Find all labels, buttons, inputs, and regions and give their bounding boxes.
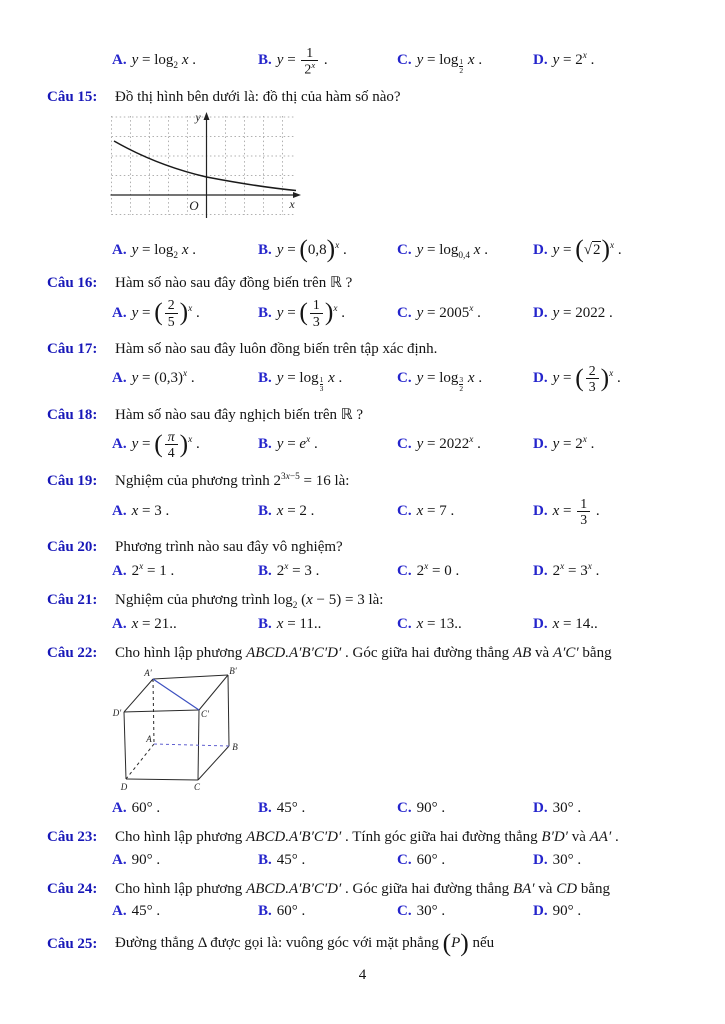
- function-curve: [114, 141, 296, 191]
- option-d: [533, 435, 725, 453]
- axes: [111, 116, 297, 218]
- option-a: [112, 52, 258, 71]
- option-d: [533, 363, 725, 394]
- question-heading: [0, 340, 725, 360]
- option-letter: B.: [258, 615, 272, 632]
- options-row: [112, 495, 725, 528]
- vertex-label-c-prime: C′: [201, 709, 209, 720]
- options-row: [112, 296, 725, 329]
- vertex-label-a: A: [146, 734, 152, 745]
- question-label: Câu 20:: [47, 539, 98, 556]
- question-text: Đồ thị hình bên dưới là: đồ thị của hàm số nào?: [115, 88, 401, 105]
- option-formula: $y = (0,8)^x$ .: [276, 233, 347, 263]
- option-letter: D.: [533, 615, 548, 632]
- option-formula: $y = \log_2 x$ .: [131, 52, 196, 72]
- question-block-19: [0, 471, 725, 528]
- option-c: [397, 242, 533, 261]
- option-formula: x = 13..: [416, 615, 462, 632]
- vertex-label-a-prime: A′: [144, 668, 152, 679]
- question-text: Hàm số nào sau đây luôn đồng biến trên tập xác định.: [115, 340, 438, 357]
- option-letter: C.: [397, 436, 412, 453]
- option-formula: x = $\frac{1}{3}$ .: [552, 495, 600, 528]
- option-formula: $y = 2^x$ .: [552, 51, 595, 69]
- question-block-25: [0, 927, 725, 957]
- option-d: [533, 305, 725, 322]
- option-formula: $2^x = 3^x$ .: [552, 561, 600, 579]
- option-formula: $y = 2022^x$ .: [416, 435, 481, 453]
- option-a: [112, 562, 258, 580]
- options-row: [112, 851, 725, 870]
- option-letter: C.: [397, 52, 412, 69]
- option-letter: D.: [533, 800, 548, 817]
- option-letter: C.: [397, 304, 412, 321]
- option-formula: x = 21..: [131, 615, 177, 632]
- question-block-24: [0, 880, 725, 922]
- vertex-label-d-prime: D′: [112, 708, 122, 719]
- option-letter: A.: [112, 562, 127, 579]
- vertex-label-b-prime: B′: [229, 666, 237, 677]
- option-c: [397, 562, 533, 580]
- option-a: [112, 429, 258, 460]
- question-heading: [0, 274, 725, 294]
- option-letter: B.: [258, 851, 272, 868]
- option-letter: A.: [112, 851, 127, 868]
- option-formula: y = ( $\frac{1}{3}$ )$^x$ .: [276, 296, 345, 329]
- question-text: Hàm số nào sau đây đồng biến trên ℝ ?: [115, 274, 353, 291]
- option-b: [258, 616, 397, 633]
- option-formula: 45° .: [131, 903, 161, 920]
- option-letter: A.: [112, 370, 127, 387]
- vertex-label-c: C: [193, 782, 201, 793]
- question-label: Câu 23:: [47, 829, 98, 846]
- option-formula: $2^x = 1$ .: [131, 561, 175, 579]
- option-b: [258, 852, 397, 869]
- option-b: [258, 503, 397, 520]
- option-letter: A.: [112, 52, 127, 69]
- option-letter: D.: [533, 562, 548, 579]
- option-formula: y = log $_{\frac{1}{3}}$ x .: [276, 370, 343, 394]
- option-b: [258, 903, 397, 920]
- option-c: [397, 616, 533, 633]
- option-letter: C.: [397, 370, 412, 387]
- option-letter: B.: [258, 241, 272, 258]
- options-row: [112, 44, 725, 78]
- question-text: Đường thẳng Δ được gọi là: vuông góc với mặt phẳng (P) nếu: [115, 927, 495, 957]
- option-letter: A.: [112, 436, 127, 453]
- question-block-20: [0, 538, 725, 581]
- option-d: [533, 496, 725, 527]
- option-formula: x = 2 .: [276, 503, 315, 520]
- option-c: [397, 370, 533, 393]
- question-label: Câu 25:: [47, 935, 98, 952]
- option-d: [533, 852, 725, 869]
- question-text: Cho hình lập phương ABCD.A′B′C′D′ . Góc giữa hai đường thẳng BA′ và CD bằng: [115, 880, 610, 897]
- option-formula: 90° .: [552, 903, 582, 920]
- option-formula: y = $\frac{1}{2^x}$ .: [276, 45, 328, 77]
- cube-edges-solid: [124, 675, 229, 780]
- option-b: [258, 45, 397, 77]
- option-formula: $y = 2005^x$ .: [416, 303, 481, 321]
- options-row: [112, 428, 725, 461]
- question-block-15: [0, 88, 725, 264]
- page-number: 4: [358, 966, 367, 983]
- hidden-edge-ab: [154, 744, 229, 746]
- option-formula: x = 3 .: [131, 503, 170, 520]
- option-letter: C.: [397, 903, 412, 920]
- question-text: Nghiệm của phương trình $2^{3x-5} = 16$ là:: [115, 472, 350, 490]
- option-formula: 45° .: [276, 800, 306, 817]
- vertex-label-b: B: [232, 742, 238, 753]
- option-letter: B.: [258, 304, 272, 321]
- option-d: [533, 51, 725, 69]
- question-block-18: [0, 406, 725, 462]
- option-formula: $2^x = 3$ .: [276, 561, 320, 579]
- question-label: Câu 24:: [47, 880, 98, 897]
- option-d: [533, 233, 725, 263]
- question-heading: [0, 471, 725, 492]
- option-formula: $y = (√2)^x$ .: [552, 233, 622, 263]
- option-formula: 60° .: [276, 903, 306, 920]
- option-formula: $y = \log_{0,4} x$ .: [416, 241, 488, 261]
- option-letter: D.: [533, 851, 548, 868]
- option-formula: x = 14..: [552, 615, 598, 632]
- question-text: Cho hình lập phương ABCD.A′B′C′D′ . Góc giữa hai đường thẳng AB và A′C′ bằng: [115, 644, 612, 661]
- question-text: Nghiệm của phương trình $\log_2 (x - 5) = 3$ là:: [115, 591, 384, 611]
- question-block-21: [0, 591, 725, 634]
- option-letter: D.: [533, 436, 548, 453]
- cube-figure: [112, 666, 725, 799]
- option-letter: C.: [397, 615, 412, 632]
- option-formula: 60° .: [131, 800, 161, 817]
- diagonal-a-prime-c-prime: [153, 679, 199, 710]
- option-formula: $y = e^x$ .: [276, 435, 318, 453]
- options-row: [112, 362, 725, 395]
- option-a: [112, 297, 258, 328]
- option-c: [397, 435, 533, 453]
- vertex-label-d: D: [120, 782, 128, 793]
- option-formula: 30° .: [416, 903, 446, 920]
- question-block-16: [0, 274, 725, 330]
- option-formula: 30° .: [552, 851, 582, 868]
- question-heading: [0, 644, 725, 664]
- question-list: [0, 44, 725, 957]
- option-letter: C.: [397, 241, 412, 258]
- question-heading: [0, 591, 725, 612]
- option-formula: $y = (0,3)^x$ .: [131, 369, 195, 387]
- option-d: [533, 616, 725, 633]
- grid-lines: [112, 116, 297, 215]
- origin-label: O: [189, 198, 199, 214]
- option-a: [112, 852, 258, 869]
- question-block-23: [0, 828, 725, 870]
- question-text: Cho hình lập phương ABCD.A′B′C′D′ . Tính góc giữa hai đường thẳng B′D′ và AA′ .: [115, 829, 619, 846]
- option-c: [397, 503, 533, 520]
- option-formula: $2^x = 0$ .: [416, 561, 460, 579]
- option-letter: C.: [397, 851, 412, 868]
- option-formula: y = log $_{\frac{1}{2}}$ x .: [416, 52, 483, 76]
- question-block-17: [0, 340, 725, 396]
- cube-svg: [112, 666, 252, 794]
- option-letter: A.: [112, 615, 127, 632]
- option-a: [112, 616, 258, 633]
- question-heading: [0, 406, 725, 426]
- option-c: [397, 903, 533, 920]
- y-axis-arrow: [204, 112, 210, 120]
- orphan-options-row: [0, 44, 725, 78]
- option-letter: C.: [397, 800, 412, 817]
- option-letter: A.: [112, 903, 127, 920]
- option-letter: B.: [258, 903, 272, 920]
- question-heading: [0, 927, 725, 957]
- question-label: Câu 15:: [47, 88, 98, 105]
- options-row: [112, 233, 725, 264]
- option-letter: B.: [258, 436, 272, 453]
- option-formula: $y = 2^x$ .: [552, 435, 595, 453]
- question-label: Câu 16:: [47, 274, 98, 291]
- option-formula: y = ( $\frac{2}{5}$ )$^x$ .: [131, 296, 200, 329]
- option-b: [258, 297, 397, 328]
- question-label: Câu 19:: [47, 473, 98, 490]
- option-b: [258, 370, 397, 393]
- option-formula: 45° .: [276, 851, 306, 868]
- option-a: [112, 369, 258, 387]
- option-formula: 60° .: [416, 851, 446, 868]
- option-letter: B.: [258, 562, 272, 579]
- question-text: Hàm số nào sau đây nghịch biến trên ℝ ?: [115, 406, 364, 423]
- option-formula: y = log $_{\frac{3}{2}}$ x .: [416, 370, 483, 394]
- option-a: [112, 800, 258, 817]
- option-b: [258, 800, 397, 817]
- option-c: [397, 52, 533, 75]
- option-letter: D.: [533, 503, 548, 520]
- option-d: [533, 800, 725, 817]
- option-formula: $y = \log_2 x$ .: [131, 241, 196, 261]
- y-axis-label: y: [195, 111, 201, 125]
- option-formula: 90° .: [131, 851, 161, 868]
- option-a: [112, 242, 258, 261]
- option-letter: B.: [258, 800, 272, 817]
- options-row: [112, 902, 725, 921]
- question-heading: [0, 880, 725, 900]
- question-heading: [0, 88, 725, 108]
- option-letter: A.: [112, 800, 127, 817]
- option-d: [533, 562, 725, 580]
- question-text: Phương trình nào sau đây vô nghiệm?: [115, 539, 343, 556]
- function-graph-figure: [110, 111, 725, 230]
- option-letter: D.: [533, 903, 548, 920]
- option-formula: y = ( $\frac{\pi}{4}$ )$^x$ .: [131, 428, 200, 461]
- question-label: Câu 18:: [47, 406, 98, 423]
- option-c: [397, 852, 533, 869]
- option-formula: x = 7 .: [416, 503, 455, 520]
- option-formula: y = ( $\frac{2}{3}$ )$^x$ .: [552, 362, 621, 395]
- option-letter: D.: [533, 241, 548, 258]
- option-a: [112, 903, 258, 920]
- option-letter: A.: [112, 241, 127, 258]
- option-formula: x = 11..: [276, 615, 322, 632]
- question-label: Câu 21:: [47, 591, 98, 608]
- question-block-22: [0, 644, 725, 819]
- option-formula: 30° .: [552, 800, 582, 817]
- option-letter: B.: [258, 52, 272, 69]
- question-heading: [0, 828, 725, 848]
- option-letter: A.: [112, 503, 127, 520]
- options-row: [112, 799, 725, 818]
- question-heading: [0, 538, 725, 558]
- option-letter: D.: [533, 52, 548, 69]
- graph-svg: [110, 111, 304, 225]
- option-letter: B.: [258, 503, 272, 520]
- option-b: [258, 233, 397, 263]
- option-a: [112, 503, 258, 520]
- option-b: [258, 435, 397, 453]
- option-formula: 90° .: [416, 800, 446, 817]
- option-letter: C.: [397, 503, 412, 520]
- option-letter: D.: [533, 304, 548, 321]
- option-b: [258, 562, 397, 580]
- options-row: [112, 615, 725, 634]
- option-letter: C.: [397, 562, 412, 579]
- option-letter: A.: [112, 304, 127, 321]
- option-letter: B.: [258, 370, 272, 387]
- options-row: [112, 561, 725, 581]
- question-label: Câu 22:: [47, 644, 98, 661]
- option-formula: y = 2022 .: [552, 304, 613, 321]
- question-label: Câu 17:: [47, 340, 98, 357]
- option-d: [533, 903, 725, 920]
- x-axis-label: x: [289, 197, 295, 212]
- option-c: [397, 304, 533, 322]
- option-c: [397, 800, 533, 817]
- option-letter: D.: [533, 370, 548, 387]
